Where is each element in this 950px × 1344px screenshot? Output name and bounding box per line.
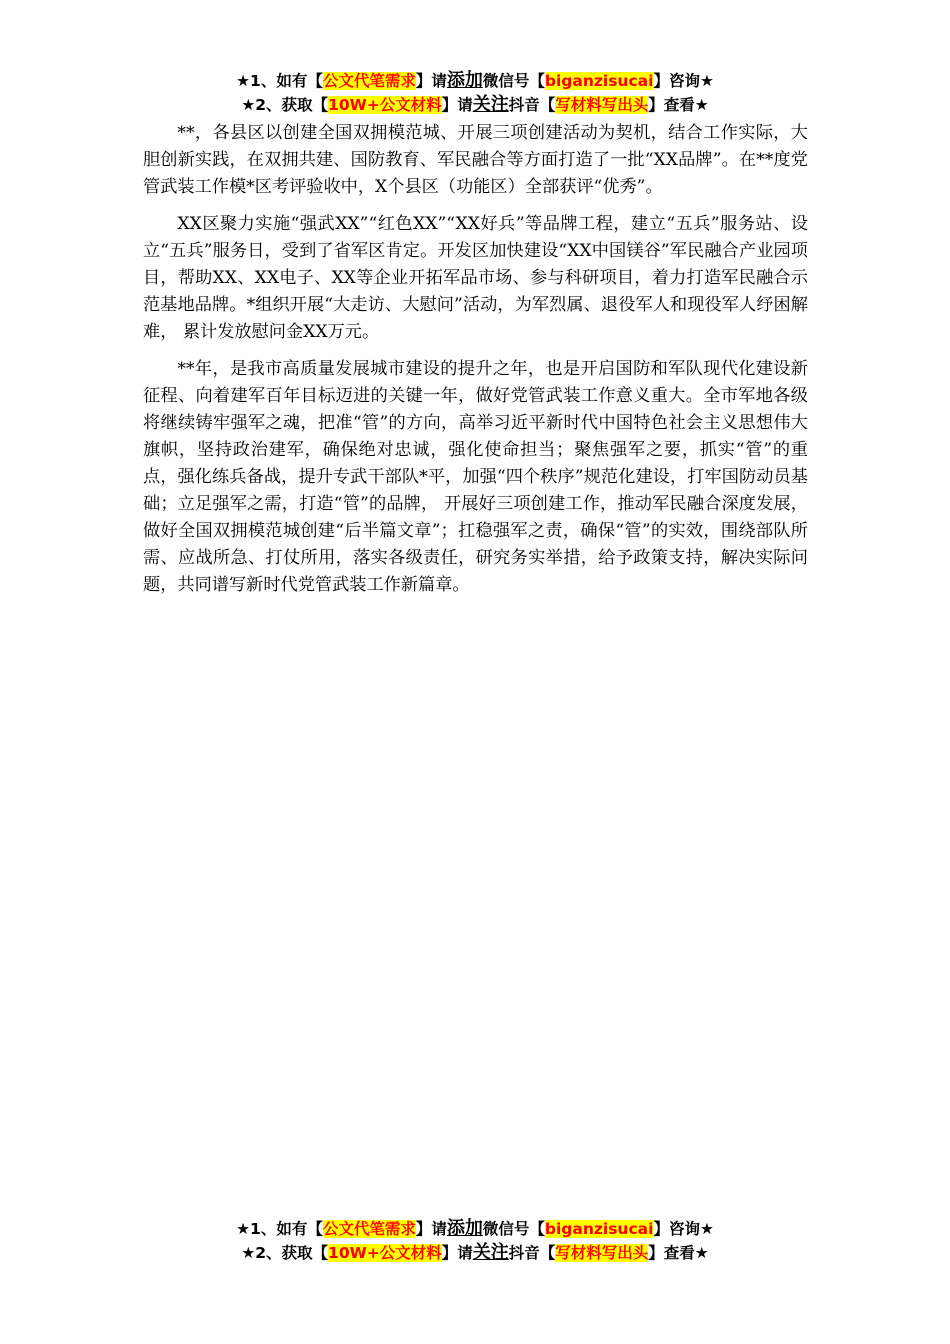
header-ad-line-1 — [0, 69, 950, 93]
header-ad-2-douyin-id: 写材料写出头 — [555, 96, 649, 114]
header-ad-2-highlight-materials: 10W+公文材料 — [328, 96, 442, 114]
footer-ad-2-mid: 】请 — [441, 1244, 473, 1262]
footer-ad-line-2 — [0, 1241, 950, 1265]
header-ad-2-mid2: 抖音【 — [508, 96, 556, 114]
footer-ad-2-prefix: ★2、获取【 — [241, 1244, 329, 1262]
header-ad-1-suffix: 】咨询★ — [653, 72, 714, 90]
footer-ad-2-mid2: 抖音【 — [508, 1244, 556, 1262]
footer-ad-2-douyin-id: 写材料写出头 — [555, 1244, 649, 1262]
header-ad-1-mid2: 微信号【 — [482, 72, 545, 90]
body-paragraph-2: XX区聚力实施“强武XX”“红色XX”“XX好兵”等品牌工程，建立“五兵”服务站、设立“五兵”服务日，受到了省军区肯定。开发区加快建设“XX中国镁谷”军民融合产业园项目，帮助XX、XX电子、XX等企业开拓军品市场、参与科研项目，着力打造军民融合示范基地品牌。*组织开展“大走访、大慰问”活动，为军烈属、退役军人和现役军人纾困解难， 累计发放慰问金XX万元。 — [143, 214, 808, 342]
header-ad-banner — [0, 69, 950, 117]
header-ad-2-mid: 】请 — [441, 96, 473, 114]
header-ad-1-prefix: ★1、如有【 — [236, 72, 323, 90]
footer-ad-2-highlight-materials: 10W+公文材料 — [328, 1244, 442, 1262]
footer-ad-1-prefix: ★1、如有【 — [236, 1220, 323, 1238]
footer-ad-1-mid2: 微信号【 — [482, 1220, 545, 1238]
header-ad-1-wechat-id: biganzisucai — [544, 72, 654, 90]
header-ad-2-emphasis: 关注 — [472, 94, 509, 115]
footer-ad-1-highlight-service: 公文代笔需求 — [322, 1220, 416, 1238]
header-ad-line-2 — [0, 93, 950, 117]
header-ad-1-emphasis: 添加 — [446, 70, 483, 91]
header-ad-2-prefix: ★2、获取【 — [241, 96, 329, 114]
footer-ad-banner — [0, 1217, 950, 1265]
body-paragraph-3: **年，是我市高质量发展城市建设的提升之年，也是开启国防和军队现代化建设新征程、向着建军百年目标迈进的关键一年，做好党管武装工作意义重大。全市军地各级将继续铸牢强军之魂，把准“管”的方向，高举习近平新时代中国特色社会主义思想伟大旗帜，坚持政治建军，确保绝对忠诚，强化使命担当；聚焦强军之要，抓实“管”的重点，强化练兵备战，提升专武干部队*平，加强“四个秩序”规范化建设，打牢国防动员基础；立足强军之需，打造“管”的品牌， 开展好三项创建工作，推动军民融合深度发展，做好全国双拥模范城创建“后半篇文章”；扛稳强军之责，确保“管”的实效，围绕部队所需、应战所急、打仗所用，落实各级责任，研究务实举措，给予政策支持，解决实际问题，共同谱写新时代党管武装工作新篇章。 — [143, 359, 808, 595]
document-body — [143, 120, 808, 609]
footer-ad-1-wechat-id: biganzisucai — [544, 1220, 654, 1238]
footer-ad-1-suffix: 】咨询★ — [653, 1220, 714, 1238]
footer-ad-2-emphasis: 关注 — [472, 1242, 509, 1263]
header-ad-2-suffix: 】查看★ — [648, 96, 709, 114]
header-ad-1-highlight-service: 公文代笔需求 — [322, 72, 416, 90]
body-paragraph-1: **，各县区以创建全国双拥模范城、开展三项创建活动为契机，结合工作实际，大胆创新实践，在双拥共建、国防教育、军民融合等方面打造了一批“XX品牌”。在**度党管武装工作模*区考评验收中，X个县区（功能区）全部获评“优秀”。 — [143, 123, 808, 197]
footer-ad-line-1 — [0, 1217, 950, 1241]
footer-ad-1-emphasis: 添加 — [446, 1218, 483, 1239]
header-ad-1-mid: 】请 — [415, 72, 447, 90]
footer-ad-1-mid: 】请 — [415, 1220, 447, 1238]
footer-ad-2-suffix: 】查看★ — [648, 1244, 709, 1262]
